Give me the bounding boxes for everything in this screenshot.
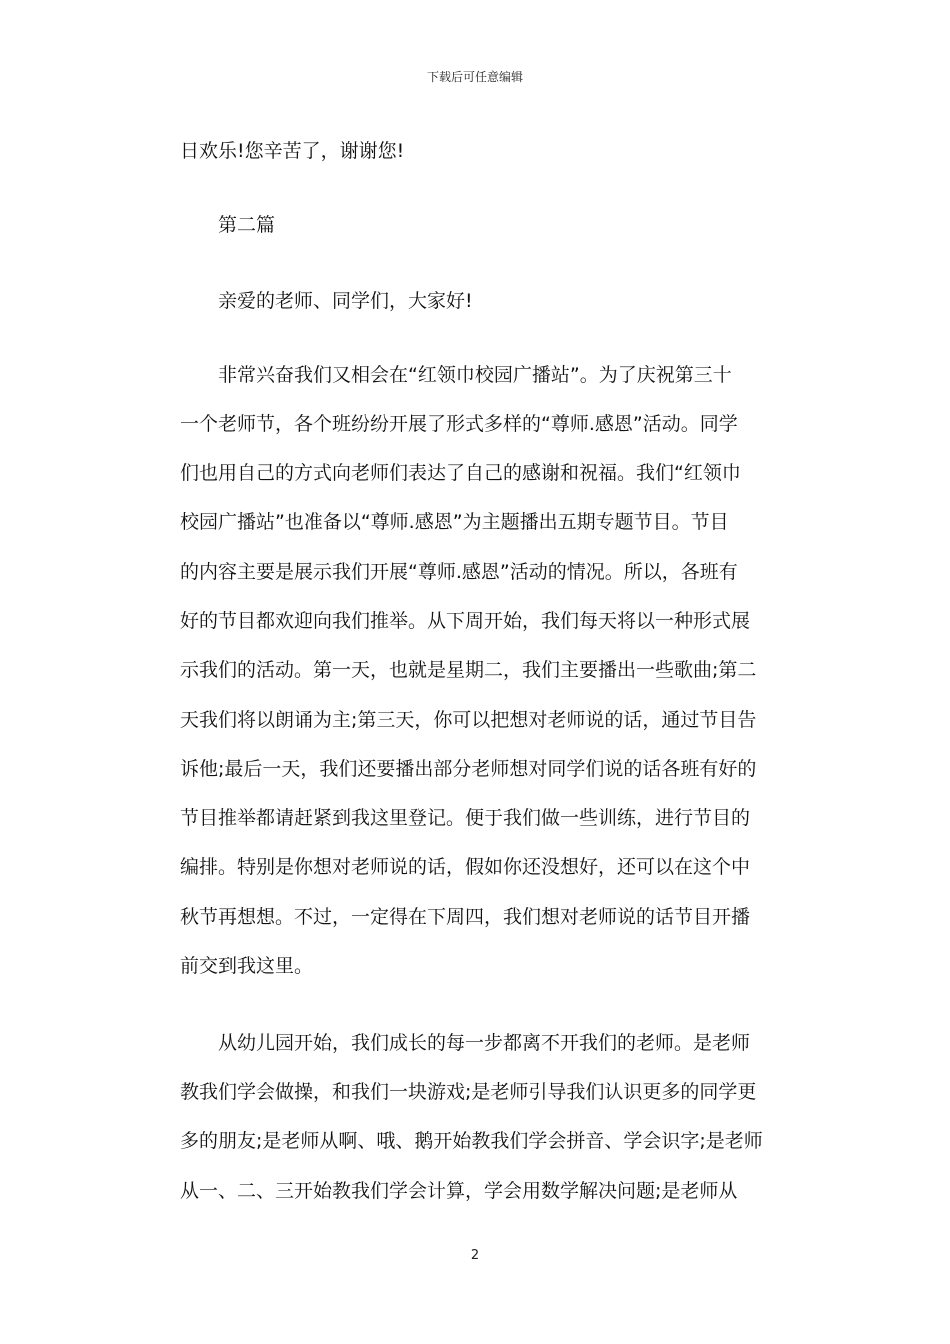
text-line: 秋节再想想。不过，一定得在下周四，我们想对老师说的话节目开播 bbox=[180, 906, 751, 928]
text-line: 一个老师节，各个班纷纷开展了形式多样的“尊师.感恩”活动。同学 bbox=[180, 413, 738, 435]
text-line: 非常兴奋我们又相会在“红领巾校园广播站”。为了庆祝第三十 bbox=[218, 364, 732, 386]
page-header: 下载后可任意编辑 bbox=[426, 70, 523, 84]
text-line: 诉他;最后一天，我们还要播出部分老师想对同学们说的话各班有好的 bbox=[180, 758, 757, 780]
text-line: 节目推举都请赶紧到我这里登记。便于我们做一些训练，进行节目的 bbox=[180, 807, 751, 829]
section-heading: 第二篇 bbox=[218, 214, 276, 236]
text-line: 的内容主要是展示我们开展“尊师.感恩”活动的情况。所以，各班有 bbox=[180, 561, 738, 583]
text-line: 教我们学会做操，和我们一块游戏;是老师引导我们认识更多的同学更 bbox=[180, 1081, 757, 1103]
text-line: 好的节目都欢迎向我们推举。从下周开始，我们每天将以一种形式展 bbox=[180, 610, 751, 632]
text-line: 多的朋友;是老师从啊、哦、鹅开始教我们学会拼音、学会识字;是老师 bbox=[180, 1130, 763, 1152]
text-line: 前交到我这里。 bbox=[180, 955, 314, 977]
page-number: 2 bbox=[470, 1248, 480, 1263]
text-line: 示我们的活动。第一天，也就是星期二，我们主要播出一些歌曲;第二 bbox=[180, 659, 757, 681]
text-line: 编排。特别是你想对老师说的话，假如你还没想好，还可以在这个中 bbox=[180, 856, 751, 878]
text-line: 日欢乐!您辛苦了，谢谢您! bbox=[180, 140, 405, 162]
greeting-line: 亲爱的老师、同学们，大家好! bbox=[218, 290, 473, 312]
text-line: 从一、二、三开始教我们学会计算，学会用数学解决问题;是老师从 bbox=[180, 1180, 738, 1202]
text-line: 天我们将以朗诵为主;第三天，你可以把想对老师说的话，通过节目告 bbox=[180, 709, 757, 731]
text-line: 从幼儿园开始，我们成长的每一步都离不开我们的老师。是老师 bbox=[218, 1032, 751, 1054]
text-line: 们也用自己的方式向老师们表达了自己的感谢和祝福。我们“红领巾 bbox=[180, 462, 741, 484]
text-line: 校园广播站”也准备以“尊师.感恩”为主题播出五期专题节目。节目 bbox=[180, 511, 729, 533]
